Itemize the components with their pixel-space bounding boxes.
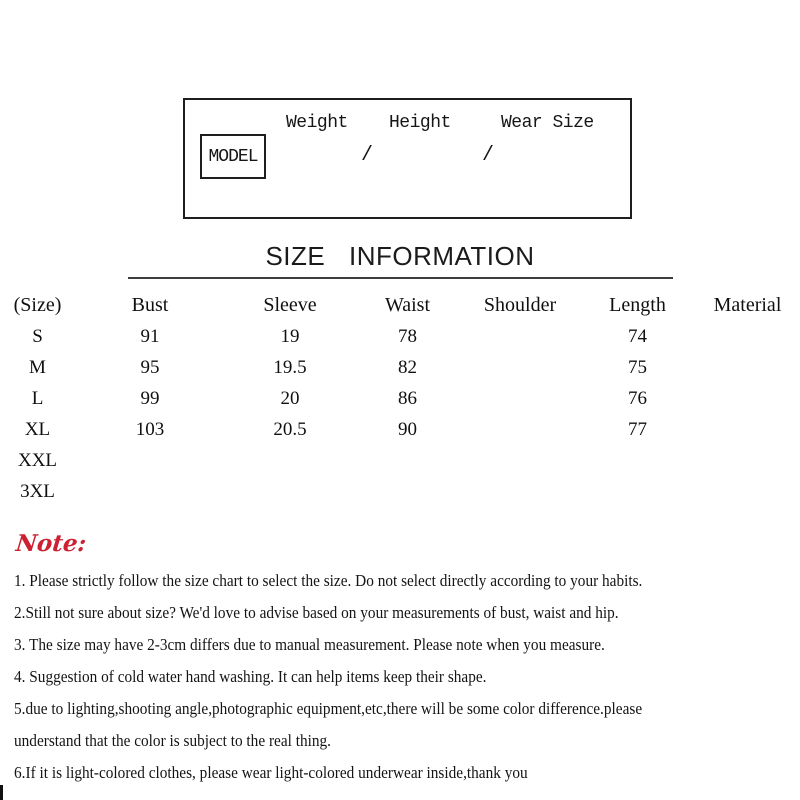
table-cell: 76 — [628, 387, 647, 409]
table-cell: M — [29, 356, 46, 378]
table-header-cell: (Size) — [13, 294, 62, 316]
table-header-cell: Waist — [384, 294, 431, 316]
note-line: 3. The size may have 2-3cm differs due to manual measurement. Please note when you measure. — [14, 635, 605, 654]
title-divider — [128, 277, 673, 279]
size-information-title: SIZE INFORMATION — [265, 241, 535, 271]
table-cell: 19 — [280, 325, 300, 347]
model-value-slash: / — [361, 144, 374, 167]
table-cell: 90 — [398, 418, 417, 440]
table-cell: 75 — [628, 356, 647, 378]
model-column-wear-size: Wear Size — [501, 113, 594, 133]
notes-block — [14, 565, 800, 789]
table-header-cell: Material — [713, 294, 782, 316]
table-cell: 74 — [628, 325, 647, 347]
size-table — [0, 290, 800, 507]
model-column-height: Height — [389, 113, 451, 133]
table-cell: 19.5 — [273, 356, 307, 378]
table-cell: 82 — [398, 356, 417, 378]
model-box — [183, 98, 632, 219]
table-header-cell: Length — [609, 294, 666, 316]
note-line: 1. Please strictly follow the size chart to select the size. Do not select directly according to your habits. — [14, 571, 643, 590]
table-cell: 95 — [140, 356, 160, 378]
table-cell: XXL — [17, 449, 58, 471]
table-cell: 78 — [398, 325, 417, 347]
table-cell: 20 — [280, 387, 300, 409]
table-cell: 86 — [398, 387, 417, 409]
table-cell: 103 — [135, 418, 165, 440]
table-cell: 91 — [140, 325, 160, 347]
table-header-cell: Bust — [131, 294, 169, 316]
note-line: understand that the color is subject to the real thing. — [14, 731, 331, 750]
note-line: 4. Suggestion of cold water hand washing. It can help items keep their shape. — [14, 667, 487, 686]
table-cell: L — [31, 387, 44, 409]
table-cell: 77 — [628, 418, 647, 440]
model-value-slash: / — [482, 144, 495, 167]
table-cell: 3XL — [20, 480, 55, 502]
table-cell: 99 — [140, 387, 160, 409]
table-cell: XL — [24, 418, 51, 440]
bottom-left-mark — [0, 785, 3, 800]
model-label: MODEL — [200, 134, 266, 179]
table-cell: S — [32, 325, 43, 347]
note-line: 5.due to lighting,shooting angle,photographic equipment,etc,there will be some color difference.please — [14, 699, 643, 718]
note-line: 6.If it is light-colored clothes, please wear light-colored underwear inside,thank you — [14, 763, 528, 782]
table-cell: 20.5 — [273, 418, 307, 440]
table-header-cell: Sleeve — [263, 294, 317, 316]
model-column-weight: Weight — [286, 113, 348, 133]
note-line: 2.Still not sure about size? We'd love to advise based on your measurements of bust, waist and hip. — [14, 603, 619, 622]
note-label: Note: — [14, 530, 88, 557]
table-header-cell: Shoulder — [483, 294, 557, 316]
